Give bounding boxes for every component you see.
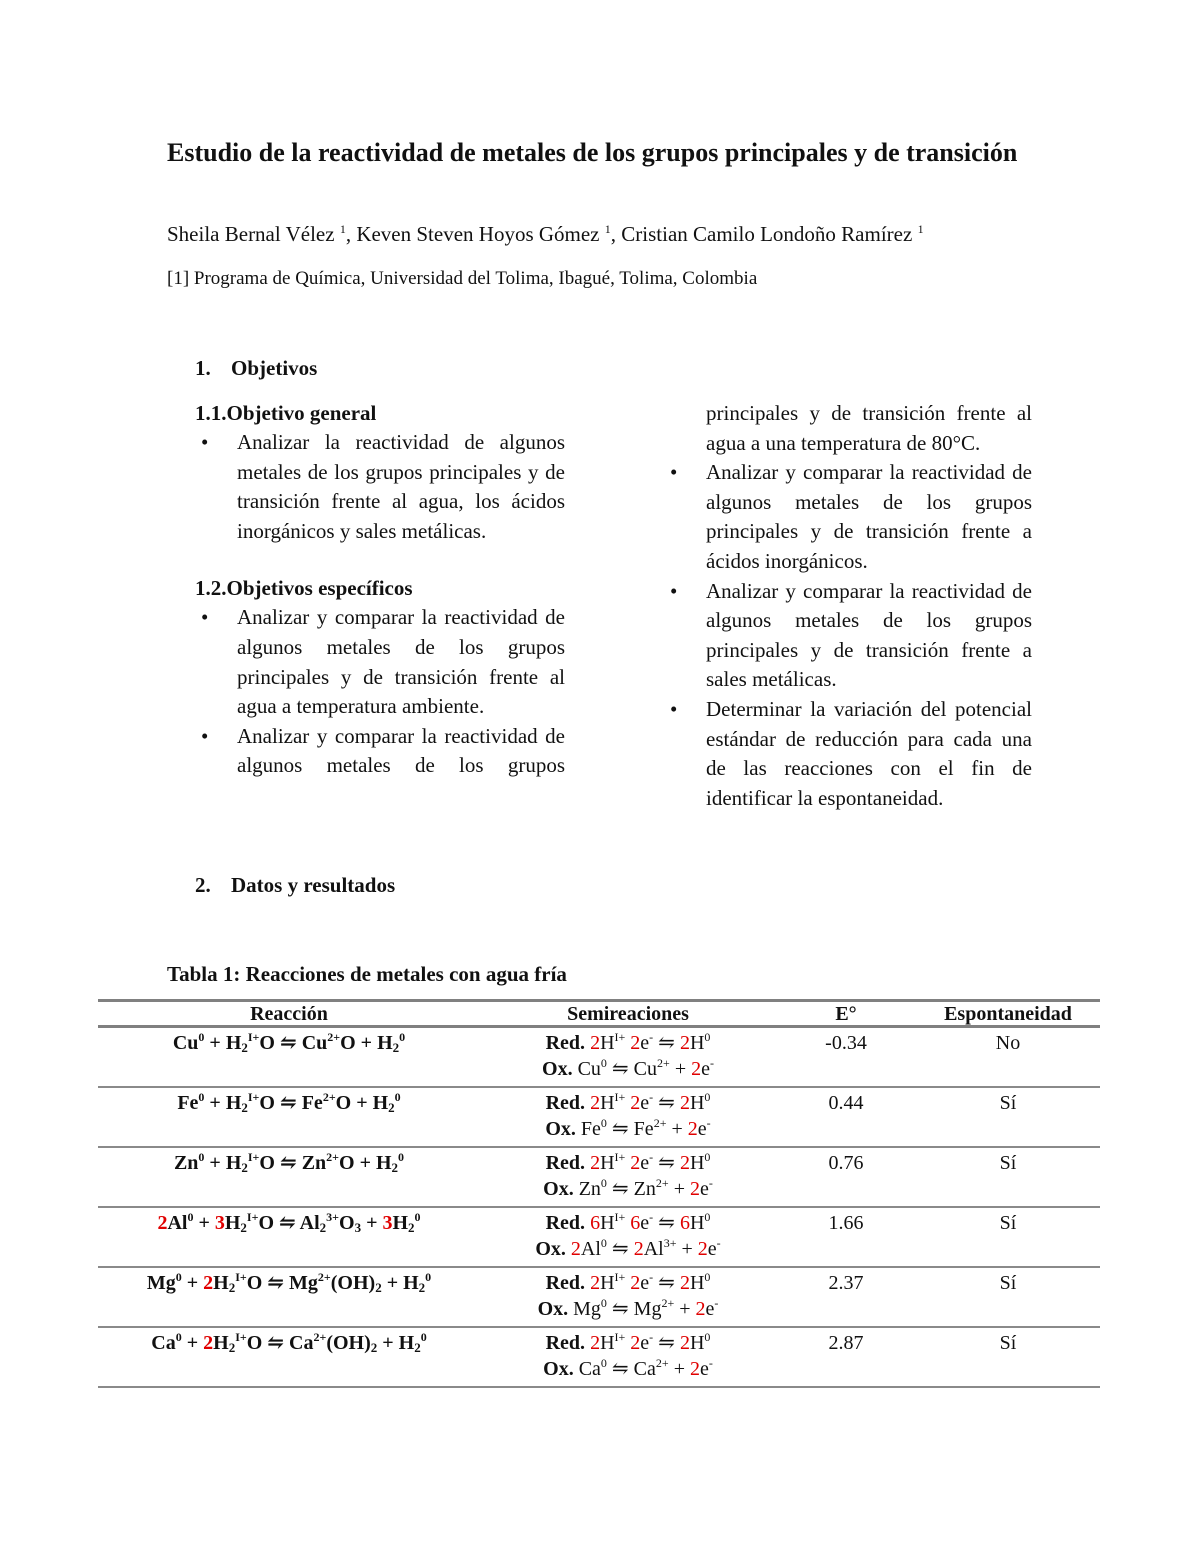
list-item xyxy=(195,722,565,781)
reaction-cell xyxy=(98,1267,480,1327)
formula-part: Cu xyxy=(577,1058,601,1080)
section-number: 2. xyxy=(195,873,211,897)
formula-part: Al xyxy=(643,1238,664,1260)
coefficient: 6 xyxy=(625,1212,641,1234)
semireactions-cell xyxy=(480,1327,776,1387)
list-item xyxy=(195,428,565,546)
author-ref: 1 xyxy=(917,222,924,236)
column-header-reaction: Reacción xyxy=(98,1001,480,1027)
formula-part: H xyxy=(689,1092,705,1114)
list-item xyxy=(664,695,1032,813)
formula-part: 0 xyxy=(175,1330,182,1344)
table-row xyxy=(98,1327,1100,1387)
formula-part: 3+ xyxy=(326,1210,339,1224)
reduction-half-reaction xyxy=(480,1090,776,1116)
formula-part: - xyxy=(649,1150,654,1164)
formula-part: 0 xyxy=(198,1150,205,1164)
reaction-cell xyxy=(98,1327,480,1387)
coefficient: 2 xyxy=(679,1332,690,1354)
formula-part: + xyxy=(181,1272,204,1294)
formula-part: Red. xyxy=(545,1092,591,1114)
formula-part: - xyxy=(706,1116,711,1130)
coefficient: 2 xyxy=(590,1332,601,1354)
formula-part: ⇋ xyxy=(653,1212,680,1234)
formula-part: H xyxy=(689,1272,705,1294)
formula-part: I+ xyxy=(247,1030,260,1044)
coefficient: 2 xyxy=(625,1032,641,1054)
list-item xyxy=(195,603,565,721)
formula-part: Red. xyxy=(545,1212,591,1234)
formula-part: O ⇋ Mg xyxy=(246,1272,318,1294)
bullet-icon: • xyxy=(201,605,209,630)
coefficient: 2 xyxy=(203,1332,214,1354)
formula-part: I+ xyxy=(247,1090,260,1104)
formula-part: Ca xyxy=(151,1332,176,1354)
formula-part: + H xyxy=(377,1332,415,1354)
formula-part: I+ xyxy=(614,1150,626,1164)
formula-part: - xyxy=(649,1270,654,1284)
reduction-half-reaction xyxy=(480,1150,776,1176)
formula-part: I+ xyxy=(614,1210,626,1224)
column-header-e0: E° xyxy=(776,1001,916,1027)
table-caption: Tabla 1: Reacciones de metales con agua fría xyxy=(167,962,567,986)
formula-part: H xyxy=(600,1212,615,1234)
formula-part: O ⇋ Cu xyxy=(259,1032,328,1054)
formula-part: + xyxy=(676,1238,698,1260)
formula-part: 0 xyxy=(420,1330,427,1344)
spontaneity-cell: Sí xyxy=(916,1267,1100,1327)
formula-part: - xyxy=(649,1030,654,1044)
e0-cell: 2.87 xyxy=(776,1327,916,1387)
formula-part: H xyxy=(600,1092,615,1114)
formula-part: 0 xyxy=(704,1270,711,1284)
formula-part: ⇋ Ca xyxy=(606,1358,656,1380)
section-title: Datos y resultados xyxy=(231,873,396,897)
list-item-text: Analizar y comparar la reactividad de algunos metales de los grupos principales y de transición frente a ácidos inorgánicos. xyxy=(706,460,1032,573)
semireactions-cell xyxy=(480,1207,776,1267)
formula-part: 2 xyxy=(241,1040,248,1055)
formula-part: H xyxy=(600,1032,615,1054)
bullet-icon: • xyxy=(201,723,209,748)
oxidation-half-reaction xyxy=(480,1356,776,1382)
formula-part: ⇋ Cu xyxy=(606,1058,658,1080)
formula-part: ⇋ xyxy=(653,1032,680,1054)
formula-part: + H xyxy=(204,1092,242,1114)
formula-part: H xyxy=(689,1332,705,1354)
oxidation-half-reaction xyxy=(480,1236,776,1262)
reaction-cell xyxy=(98,1027,480,1088)
formula-part: O ⇋ Al xyxy=(258,1212,320,1234)
formula-part: O + H xyxy=(340,1032,393,1054)
formula-part: H xyxy=(600,1152,615,1174)
coefficient: 2 xyxy=(625,1092,641,1114)
formula-part: 2 xyxy=(228,1280,236,1295)
section-heading-objectives xyxy=(195,356,317,381)
semireactions-cell xyxy=(480,1147,776,1207)
coefficient: 2 xyxy=(625,1152,641,1174)
formula-part: 0 xyxy=(414,1210,421,1224)
formula-part: + H xyxy=(204,1032,242,1054)
formula-part: 0 xyxy=(175,1270,182,1284)
formula-part: Al xyxy=(580,1238,601,1260)
formula-part: 2+ xyxy=(327,1030,341,1044)
formula-part: I+ xyxy=(247,1150,260,1164)
formula-part: - xyxy=(708,1176,713,1190)
formula-part: e xyxy=(640,1272,650,1294)
spontaneity-cell: Sí xyxy=(916,1147,1100,1207)
formula-part: Red. xyxy=(545,1152,591,1174)
formula-part: O xyxy=(339,1212,355,1234)
formula-part: I+ xyxy=(614,1090,626,1104)
semireactions-cell xyxy=(480,1267,776,1327)
formula-part: 2+ xyxy=(655,1356,669,1370)
formula-part: Cu xyxy=(172,1032,199,1054)
formula-part: 3 xyxy=(354,1220,362,1235)
formula-part: Ox. xyxy=(542,1058,578,1080)
formula-part: Mg xyxy=(573,1298,601,1320)
coefficient: 2 xyxy=(590,1272,601,1294)
formula-part: 0 xyxy=(704,1090,711,1104)
left-column xyxy=(195,401,565,781)
formula-part: 2 xyxy=(370,1340,378,1355)
formula-part: 2 xyxy=(241,1100,248,1115)
formula-part: 2+ xyxy=(655,1176,669,1190)
formula-part: O + H xyxy=(335,1092,389,1114)
list-item xyxy=(664,577,1032,695)
formula-part: 0 xyxy=(600,1116,607,1130)
right-column xyxy=(664,399,1032,813)
formula-part: - xyxy=(708,1356,713,1370)
formula-part: ⇋ xyxy=(653,1332,680,1354)
table-row xyxy=(98,1207,1100,1267)
coefficient: 2 xyxy=(679,1032,690,1054)
formula-part: e xyxy=(705,1298,715,1320)
coefficient: 2 xyxy=(590,1092,601,1114)
section-number: 1. xyxy=(195,356,211,380)
formula-part: e xyxy=(640,1032,650,1054)
formula-part: 2 xyxy=(414,1340,421,1355)
formula-part: 2 xyxy=(375,1280,382,1295)
coefficient: 6 xyxy=(679,1212,690,1234)
formula-part: + xyxy=(193,1212,215,1234)
formula-part: H xyxy=(392,1212,409,1234)
list-item xyxy=(664,458,1032,576)
formula-part: - xyxy=(716,1236,721,1250)
formula-part: H xyxy=(689,1212,705,1234)
e0-cell: 0.76 xyxy=(776,1147,916,1207)
formula-part: e xyxy=(640,1152,650,1174)
formula-part: 2 xyxy=(391,1160,399,1175)
formula-part: 0 xyxy=(600,1356,607,1370)
formula-part: + H xyxy=(381,1272,419,1294)
list-item-text: Determinar la variación del potencial estándar de reducción para cada una de las reacciones con el fin de identificar la espontaneidad. xyxy=(706,696,1032,810)
formula-part: e xyxy=(640,1212,650,1234)
formula-part: ⇋ Zn xyxy=(606,1178,656,1200)
table-row xyxy=(98,1087,1100,1147)
formula-part: ⇋ Mg xyxy=(606,1298,662,1320)
coefficient: 2 xyxy=(625,1272,641,1294)
formula-part: 0 xyxy=(398,1150,405,1164)
formula-part: ⇋ Fe xyxy=(606,1118,654,1140)
formula-part: e xyxy=(701,1058,710,1080)
coefficient: 2 xyxy=(590,1032,601,1054)
coefficient: 2 xyxy=(590,1152,601,1174)
formula-part: Red. xyxy=(545,1332,591,1354)
reduction-half-reaction xyxy=(480,1030,776,1056)
formula-part: Zn xyxy=(578,1178,601,1200)
author: Cristian Camilo Londoño Ramírez xyxy=(621,222,913,246)
formula-part: Ox. xyxy=(545,1118,581,1140)
formula-part: Fe xyxy=(580,1118,601,1140)
formula-part: e xyxy=(699,1358,709,1380)
formula-part: - xyxy=(649,1090,654,1104)
e0-cell: -0.34 xyxy=(776,1027,916,1088)
formula-part: + H xyxy=(204,1152,242,1174)
formula-part: H xyxy=(689,1152,705,1174)
formula-part: ⇋ xyxy=(606,1238,634,1260)
formula-part: I+ xyxy=(235,1270,247,1284)
formula-part: 0 xyxy=(198,1090,205,1104)
general-objectives-list xyxy=(195,428,565,546)
author: Sheila Bernal Vélez xyxy=(167,222,335,246)
subsection-specific-title: 1.2.Objetivos específicos xyxy=(195,576,413,601)
list-item-text: Analizar y comparar la reactividad de algunos metales de los grupos xyxy=(237,723,565,778)
formula-part: ⇋ xyxy=(653,1092,680,1114)
formula-part: H xyxy=(600,1272,615,1294)
formula-part: e xyxy=(707,1238,717,1260)
bullet-icon: • xyxy=(670,578,678,603)
formula-part: + xyxy=(674,1298,696,1320)
table-row xyxy=(98,1267,1100,1327)
formula-part: 2+ xyxy=(326,1150,340,1164)
formula-part: I+ xyxy=(614,1270,626,1284)
formula-part: e xyxy=(640,1092,650,1114)
formula-part: 2+ xyxy=(317,1270,331,1284)
reaction-cell xyxy=(98,1087,480,1147)
coefficient: 2 xyxy=(689,1358,700,1380)
formula-part: H xyxy=(213,1272,229,1294)
oxidation-half-reaction xyxy=(480,1116,776,1142)
semireactions-cell xyxy=(480,1027,776,1088)
coefficient: 2 xyxy=(679,1272,690,1294)
formula-part: Fe xyxy=(177,1092,199,1114)
coefficient: 2 xyxy=(687,1118,698,1140)
formula-part: 2 xyxy=(241,1160,248,1175)
formula-part: I+ xyxy=(235,1330,247,1344)
section-title: Objetivos xyxy=(231,356,318,380)
reduction-half-reaction xyxy=(480,1210,776,1236)
formula-part: 0 xyxy=(600,1236,607,1250)
specific-objectives-list-continued xyxy=(664,458,1032,813)
formula-part: Ox. xyxy=(537,1298,574,1320)
formula-part: 0 xyxy=(704,1150,711,1164)
list-item-continuation: principales y de transición frente al agua a una temperatura de 80°C. xyxy=(706,401,1032,455)
formula-part: 0 xyxy=(704,1210,711,1224)
formula-part: 0 xyxy=(600,1296,607,1310)
table-row xyxy=(98,1027,1100,1088)
e0-cell: 2.37 xyxy=(776,1267,916,1327)
formula-part: 0 xyxy=(187,1210,194,1224)
list-item-text: Analizar y comparar la reactividad de algunos metales de los grupos principales y de transición frente a sales metálicas. xyxy=(706,578,1032,692)
formula-part: (OH) xyxy=(330,1272,376,1294)
coefficient: 3 xyxy=(214,1212,225,1234)
list-item-text: Analizar la reactividad de algunos metales de los grupos principales y de transición frente al agua, los ácidos inorgánicos y sales metálicas. xyxy=(237,430,565,543)
formula-part: 2 xyxy=(408,1220,415,1235)
formula-part: I+ xyxy=(614,1030,626,1044)
formula-part: e xyxy=(640,1332,650,1354)
formula-part: - xyxy=(714,1296,719,1310)
formula-part: 0 xyxy=(399,1030,406,1044)
formula-part: H xyxy=(689,1032,705,1054)
formula-part: 2+ xyxy=(661,1296,675,1310)
formula-part: 2 xyxy=(392,1040,400,1055)
e0-cell: 1.66 xyxy=(776,1207,916,1267)
formula-part: Mg xyxy=(146,1272,176,1294)
formula-part: Red. xyxy=(545,1032,591,1054)
oxidation-half-reaction xyxy=(480,1296,776,1322)
coefficient: 2 xyxy=(625,1332,641,1354)
formula-part: Red. xyxy=(545,1272,591,1294)
formula-part: 0 xyxy=(425,1270,432,1284)
document-title: Estudio de la reactividad de metales de los grupos principales y de transición xyxy=(167,138,1018,167)
author-ref: 1 xyxy=(604,222,611,236)
column-header-spontaneity: Espontaneidad xyxy=(916,1001,1100,1027)
table-header-row xyxy=(98,1001,1100,1027)
subsection-general-title: 1.1.Objetivo general xyxy=(195,401,377,425)
author-ref: 1 xyxy=(339,222,346,236)
formula-part: Al xyxy=(167,1212,188,1234)
formula-part: + xyxy=(668,1178,690,1200)
formula-part: O + H xyxy=(339,1152,392,1174)
coefficient: 6 xyxy=(590,1212,601,1234)
formula-part: 2+ xyxy=(313,1330,327,1344)
formula-part: + xyxy=(181,1332,204,1354)
formula-part: 0 xyxy=(600,1176,607,1190)
oxidation-half-reaction xyxy=(480,1056,776,1082)
formula-part: 2+ xyxy=(653,1116,667,1130)
formula-part: I+ xyxy=(614,1330,626,1344)
formula-part: 0 xyxy=(394,1090,401,1104)
formula-part: O ⇋ Zn xyxy=(259,1152,327,1174)
formula-part: O ⇋ Ca xyxy=(246,1332,314,1354)
formula-part: - xyxy=(709,1056,714,1070)
author: Keven Steven Hoyos Gómez xyxy=(356,222,600,246)
formula-part: 0 xyxy=(198,1030,205,1044)
affiliation: [1] Programa de Química, Universidad del Tolima, Ibagué, Tolima, Colombia xyxy=(167,268,758,289)
spontaneity-cell: Sí xyxy=(916,1087,1100,1147)
coefficient: 2 xyxy=(570,1238,581,1260)
section-heading-results xyxy=(195,873,395,898)
formula-part: 2 xyxy=(418,1280,426,1295)
formula-part: + xyxy=(668,1358,690,1380)
formula-part: 2 xyxy=(240,1220,247,1235)
list-item-text: Analizar y comparar la reactividad de algunos metales de los grupos principales y de transición frente al agua a temperatura ambiente. xyxy=(237,605,565,719)
spontaneity-cell: Sí xyxy=(916,1327,1100,1387)
formula-part: - xyxy=(649,1210,654,1224)
reduction-half-reaction xyxy=(480,1330,776,1356)
formula-part: 2+ xyxy=(322,1090,336,1104)
reactions-table xyxy=(98,999,1100,1388)
formula-part: 0 xyxy=(600,1056,607,1070)
formula-part: H xyxy=(600,1332,615,1354)
formula-part: 3+ xyxy=(663,1236,677,1250)
coefficient: 3 xyxy=(382,1212,393,1234)
coefficient: 2 xyxy=(633,1238,644,1260)
formula-part: 0 xyxy=(704,1330,711,1344)
formula-part: + xyxy=(669,1058,692,1080)
formula-part: 2+ xyxy=(657,1056,670,1070)
column-header-semireactions: Semireaciones xyxy=(480,1001,776,1027)
bullet-icon: • xyxy=(670,696,678,721)
formula-part: + xyxy=(361,1212,383,1234)
formula-part: Ox. xyxy=(543,1178,579,1200)
formula-part: Zn xyxy=(173,1152,199,1174)
reaction-cell xyxy=(98,1147,480,1207)
coefficient: 2 xyxy=(695,1298,706,1320)
e0-cell: 0.44 xyxy=(776,1087,916,1147)
coefficient: 2 xyxy=(679,1152,690,1174)
coefficient: 2 xyxy=(697,1238,708,1260)
coefficient: 2 xyxy=(679,1092,690,1114)
formula-part: + xyxy=(666,1118,688,1140)
formula-part: 0 xyxy=(704,1030,711,1044)
formula-part: - xyxy=(649,1330,654,1344)
coefficient: 2 xyxy=(689,1178,700,1200)
formula-part: H xyxy=(224,1212,241,1234)
coefficient: 2 xyxy=(157,1212,168,1234)
authors: Sheila Bernal Vélez $^1$, Keven Steven Hoyos Gómez $^1$, Cristian Camilo Londoño Ramírez $^1$ xyxy=(167,222,924,246)
formula-part: Ox. xyxy=(543,1358,579,1380)
spontaneity-cell: Sí xyxy=(916,1207,1100,1267)
formula-part: 2 xyxy=(388,1100,395,1115)
bullet-icon: • xyxy=(670,460,678,485)
formula-part: 2 xyxy=(319,1220,327,1235)
specific-objectives-list xyxy=(195,603,565,781)
spontaneity-cell: No xyxy=(916,1027,1100,1088)
formula-part: e xyxy=(699,1178,709,1200)
formula-part: e xyxy=(697,1118,707,1140)
formula-part: (OH) xyxy=(326,1332,371,1354)
coefficient: 2 xyxy=(691,1058,702,1080)
coefficient: 2 xyxy=(203,1272,214,1294)
formula-part: H xyxy=(213,1332,229,1354)
formula-part: ⇋ xyxy=(653,1272,680,1294)
formula-part: Ca xyxy=(578,1358,601,1380)
oxidation-half-reaction xyxy=(480,1176,776,1202)
formula-part: Ox. xyxy=(535,1238,571,1260)
table-row xyxy=(98,1147,1100,1207)
formula-part: ⇋ xyxy=(653,1152,680,1174)
semireactions-cell xyxy=(480,1087,776,1147)
bullet-icon: • xyxy=(201,430,209,454)
reduction-half-reaction xyxy=(480,1270,776,1296)
formula-part: 2 xyxy=(228,1340,236,1355)
formula-part: O ⇋ Fe xyxy=(259,1092,323,1114)
reaction-cell xyxy=(98,1207,480,1267)
formula-part: I+ xyxy=(246,1210,259,1224)
